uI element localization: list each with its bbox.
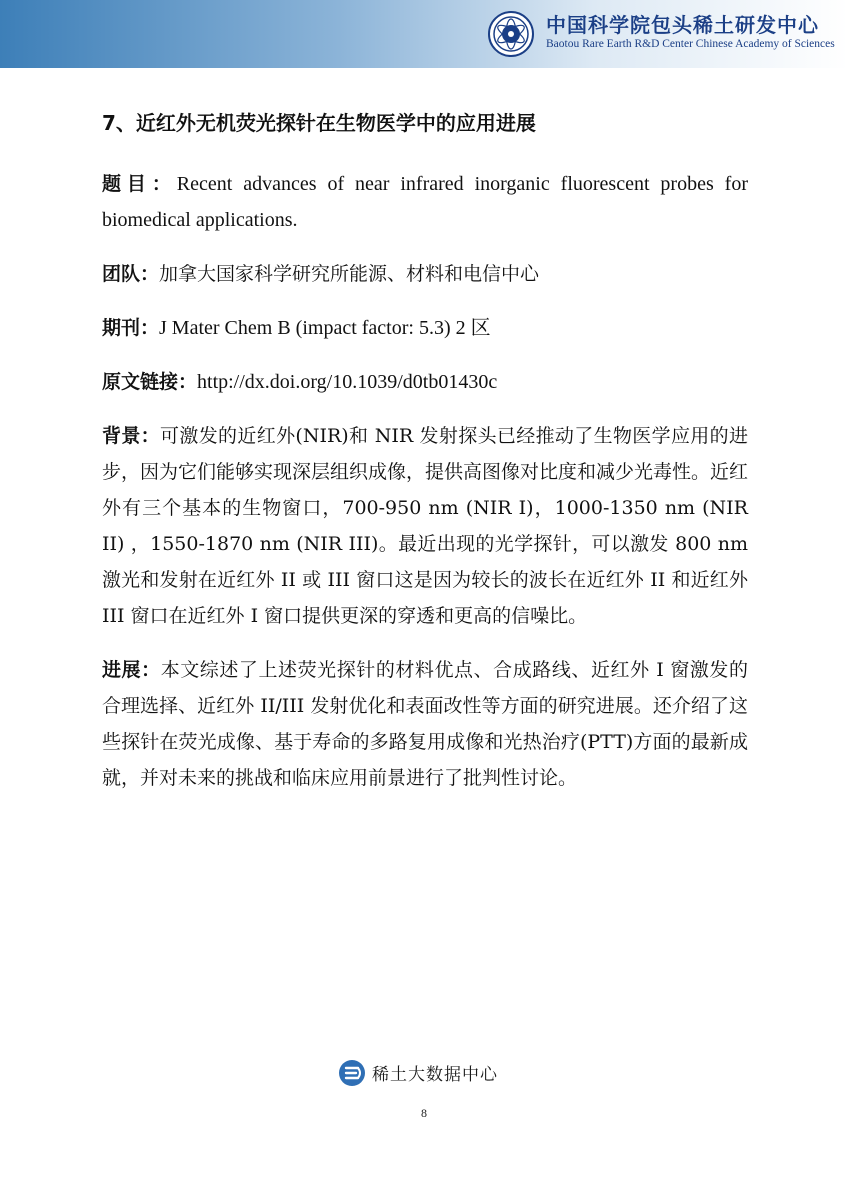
progress-label: 进展： [102, 659, 161, 681]
progress-paragraph [102, 652, 748, 796]
team-paragraph [102, 256, 748, 292]
cas-emblem-icon [488, 11, 534, 57]
brand-name-cn: 中国科学院包头稀土研发中心 [546, 13, 819, 37]
link-paragraph [102, 364, 748, 400]
topic-value: Recent advances of near infrared inorganic fluorescent probes for biomedical applications. [102, 173, 748, 231]
journal-label: 期刊： [102, 317, 160, 339]
topic-paragraph [102, 166, 748, 238]
footer-text: 稀土大数据中心 [372, 1065, 498, 1085]
topic-label: 题目： [102, 173, 177, 195]
brand-name-en: Baotou Rare Earth R&D Center Chinese Academy of Sciences [546, 38, 835, 50]
link-label: 原文链接： [102, 371, 198, 393]
journal-paragraph [102, 310, 748, 346]
progress-value: 本文综述了上述荧光探针的材料优点、合成路线、近红外 I 窗激发的合理选择、近红外 II/III 发射优化和表面改性等方面的研究进展。还介绍了这些探针在荧光成像、基于寿命的多路复用成像和光热治疗(PTT)方面的最新成就，并对未来的挑战和临床应用前景进行了批判性讨论。 [102, 659, 748, 789]
page-number: 8 [421, 1106, 427, 1120]
team-label: 团队： [102, 263, 160, 285]
background-paragraph [102, 418, 748, 634]
brand-block [546, 13, 846, 51]
link-value[interactable]: http://dx.doi.org/10.1039/d0tb01430c [197, 371, 498, 393]
data-center-logo-icon [338, 1059, 366, 1087]
background-value: 可激发的近红外(NIR)和 NIR 发射探头已经推动了生物医学应用的进步，因为它们能够实现深层组织成像，提供高图像对比度和减少光毒性。近红外有三个基本的生物窗口，700-950 nm (NIR I)，1000-1350 nm (NIR II) ，1550-1870 nm (NIR III)。最近出现的光学探针，可以激发 800 nm 激光和发射在近红外 II 或 III 窗口这是因为较长的波长在近红外 II 和近红外 III 窗口在近红外 I 窗口提供更深的穿透和更高的信噪比。 [102, 425, 749, 627]
team-value: 加拿大国家科学研究所能源、材料和电信中心 [159, 263, 540, 285]
background-label: 背景： [102, 425, 161, 447]
journal-value: J Mater Chem B (impact factor: 5.3) 2 区 [159, 317, 491, 339]
article-title: 7、近红外无机荧光探针在生物医学中的应用进展 [102, 111, 536, 135]
article-body [102, 108, 748, 814]
